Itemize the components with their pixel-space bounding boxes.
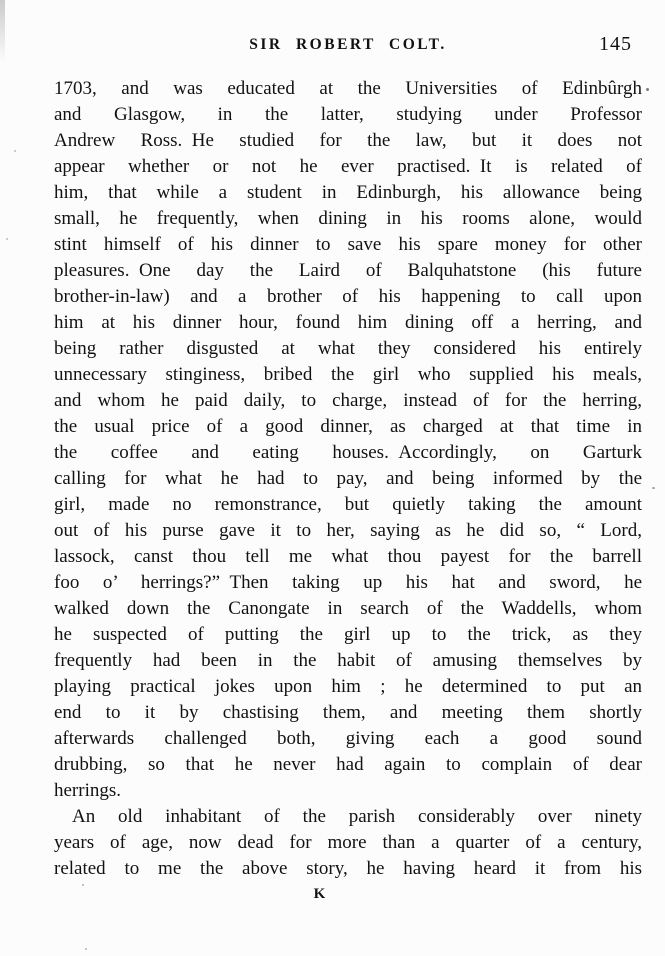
text-line: the usual price of a good dinner, as charged at that time in (54, 416, 642, 437)
text-line: him at his dinner hour, found him dining off a herring, and (54, 312, 642, 333)
running-title: SIR ROBERT COLT. (249, 36, 447, 53)
text-line: related to me the above story, he having heard it from his (54, 858, 642, 879)
text-line: him, that while a student in Edinburgh, his allowance being (54, 182, 642, 203)
scan-speck (646, 88, 649, 91)
text-line: stint himself of his dinner to save his spare money for other (54, 234, 642, 255)
text-line: unnecessary stinginess, bribed the girl who supplied his meals, (54, 364, 642, 385)
scan-speck (82, 884, 84, 886)
page-text (54, 76, 642, 903)
text-line: foo o’ herrings?” Then taking up his hat and sword, he (54, 572, 642, 593)
text-line: he suspected of putting the girl up to the trick, as they (54, 624, 642, 645)
text-line: and whom he paid daily, to charge, instead of for the herring, (54, 390, 642, 411)
text-line: playing practical jokes upon him ; he determined to put an (54, 676, 642, 697)
text-line: appear whether or not he ever practised. It is related of (54, 156, 642, 177)
text-line: lassock, canst thou tell me what thou payest for the barrell (54, 546, 642, 567)
scan-speck (652, 487, 655, 489)
text-line: girl, made no remonstrance, but quietly taking the amount (54, 494, 642, 515)
scan-speck (85, 948, 87, 950)
page-number: 145 (599, 33, 632, 55)
text-line: years of age, now dead for more than a quarter of a century, (54, 832, 642, 853)
text-line: An old inhabitant of the parish considerably over ninety (72, 806, 642, 827)
text-line: drubbing, so that he never had again to complain of dear (54, 754, 642, 775)
running-head (54, 33, 642, 59)
text-line: the coffee and eating houses. Accordingly, on Garturk (54, 442, 642, 463)
scan-speck (6, 238, 8, 240)
signature-mark: K (313, 886, 327, 902)
scan-speck (14, 150, 16, 152)
text-line: frequently had been in the habit of amusing themselves by (54, 650, 642, 671)
text-line: end to it by chastising them, and meeting them shortly (54, 702, 642, 723)
text-line: small, he frequently, when dining in his rooms alone, would (54, 208, 642, 229)
text-line: calling for what he had to pay, and being informed by the (54, 468, 642, 489)
text-line: walked down the Canongate in search of the Waddells, whom (54, 598, 642, 619)
text-line: Andrew Ross. He studied for the law, but it does not (54, 130, 642, 151)
text-line: being rather disgusted at what they considered his entirely (54, 338, 642, 359)
text-line: 1703, and was educated at the Universities of Edinbûrgh (54, 78, 642, 99)
text-line: pleasures. One day the Laird of Balquhatstone (his future (54, 260, 642, 281)
text-line: brother-in-law) and a brother of his happening to call upon (54, 286, 642, 307)
text-line: afterwards challenged both, giving each a good sound (54, 728, 642, 749)
text-line: herrings. (54, 780, 122, 801)
text-line: and Glasgow, in the latter, studying under Professor (54, 104, 642, 125)
text-line: out of his purse gave it to her, saying as he did so, “ Lord, (54, 520, 642, 541)
scan-edge-shade (0, 0, 5, 62)
